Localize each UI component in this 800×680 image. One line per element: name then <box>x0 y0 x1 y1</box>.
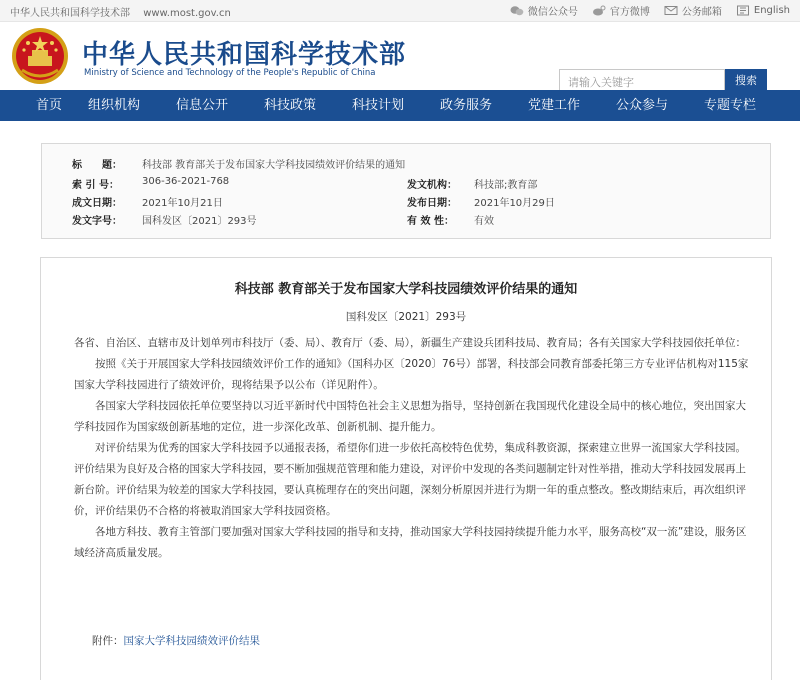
meta-validity-value: 有效 <box>474 216 494 227</box>
weibo-label: 官方微博 <box>609 7 650 18</box>
meta-published-value: 2021年10月29日 <box>474 198 555 209</box>
wechat-icon <box>510 5 524 16</box>
attachment-link[interactable]: 国家大学科技园绩效评价结果 <box>123 635 260 647</box>
mail-link[interactable] <box>664 3 722 18</box>
meta-validity-label: 有 效 性： <box>407 216 454 227</box>
nav-home[interactable]: 首页 <box>36 98 63 113</box>
national-emblem-icon[interactable] <box>10 26 70 86</box>
nav-party-building[interactable]: 党建工作 <box>527 98 580 113</box>
article-paragraph: 各省、自治区、直辖市及计划单列市科技厅（委、局）、教育厅（委、局），新疆生产建设兵团科技局、教育局；各有关国家大学科技园依托单位： <box>74 337 746 349</box>
main-nav <box>0 90 800 121</box>
meta-index-value: 306-36-2021-768 <box>142 176 230 187</box>
nav-info-disclosure[interactable]: 信息公开 <box>175 98 228 113</box>
wechat-link[interactable] <box>510 3 578 18</box>
meta-row-docno <box>72 212 762 226</box>
meta-docno-value: 国科发区〔2021〕293号 <box>142 216 257 227</box>
top-site-name: 中华人民共和国科学技术部 <box>10 8 130 19</box>
article-docno: 国科发区〔2021〕293号 <box>345 311 467 323</box>
site-header <box>0 22 800 90</box>
search-input[interactable]: 请输入关键字 <box>559 69 725 93</box>
search-button[interactable]: 搜索 <box>725 69 767 93</box>
attachment-label: 附件： <box>92 635 124 647</box>
mail-label: 公务邮箱 <box>681 7 722 18</box>
article-paragraph: 按照《关于开展国家大学科技园绩效评价工作的通知》（国科办区〔2020〕76号）部署，科技部会同教育部委托第三方专业评估机构对115家国家大学科技园进行了绩效评价，现将结果予以公布（详见附件）。 <box>74 358 749 391</box>
english-icon <box>736 5 750 16</box>
article-title: 科技部 教育部关于发布国家大学科技园绩效评价结果的通知 <box>234 282 578 297</box>
meta-issuer-label: 发文机构： <box>407 180 457 191</box>
article-paragraph: 对评价结果为优秀的国家大学科技园予以通报表扬，希望你们进一步依托高校特色优势，集成科教资源，探索建立世界一流国家大学科技园。评价结果为良好及合格的国家大学科技园，要不断加强规范管理和能力建设，对评价中发现的各类问题制定针对性举措，推动大学科技园发展再上新台阶。评价结果为较差的国家大学科技园，要认真梳理存在的突出问题，深刻分析原因并进行为期一年的重点整改。整改期结束后，再次组织评价，评价结果仍不合格的将被取消国家大学科技园资格。 <box>74 442 746 517</box>
meta-docno-label: 发文字号： <box>72 216 122 227</box>
meta-index-label: 索 引 号： <box>72 180 119 191</box>
article-paragraph: 各地方科技、教育主管部门要加强对国家大学科技园的指导和支持，推动国家大学科技园持续提升能力水平，服务高校“双一流”建设，服务区域经济高质量发展。 <box>74 526 747 559</box>
nav-policy[interactable]: 科技政策 <box>263 98 316 113</box>
attachment <box>92 633 260 648</box>
meta-created-label: 成文日期： <box>72 198 122 209</box>
site-subtitle: Ministry of Science and Technology of the People's Republic of China <box>84 68 376 78</box>
weibo-link[interactable] <box>592 3 650 18</box>
english-label: English <box>753 5 790 16</box>
weibo-icon <box>592 5 606 16</box>
wechat-label: 微信公众号 <box>527 7 578 18</box>
nav-public-participation[interactable]: 公众参与 <box>615 98 668 113</box>
top-site-url: www.most.gov.cn <box>143 8 231 19</box>
meta-created-value: 2021年10月21日 <box>142 198 223 209</box>
meta-row-dates <box>72 194 762 208</box>
meta-row-index <box>72 176 762 190</box>
english-link[interactable] <box>736 5 790 16</box>
meta-row-title <box>72 156 762 170</box>
article-body <box>40 257 772 680</box>
nav-services[interactable]: 政务服务 <box>439 98 492 113</box>
nav-special-topics[interactable]: 专题专栏 <box>703 98 756 113</box>
article-text <box>74 333 750 564</box>
top-bar <box>0 0 800 22</box>
meta-issuer-value: 科技部;教育部 <box>474 180 538 191</box>
meta-published-label: 发布日期： <box>407 198 457 209</box>
site-title[interactable]: 中华人民共和国科学技术部 <box>82 40 407 70</box>
meta-title-value: 科技部 教育部关于发布国家大学科技园绩效评价结果的通知 <box>142 160 406 171</box>
nav-organization[interactable]: 组织机构 <box>87 98 140 113</box>
article-paragraph: 各国家大学科技园依托单位要坚持以习近平新时代中国特色社会主义思想为指导，坚持创新在我国现代化建设全局中的核心地位，突出国家大学科技园作为国家级创新基地的定位，进一步深化改革、创新机制、提升能力。 <box>74 400 746 433</box>
meta-title-label: 标 题： <box>72 160 122 171</box>
document-metadata <box>41 143 771 239</box>
mail-icon <box>664 5 678 16</box>
nav-programs[interactable]: 科技计划 <box>351 98 404 113</box>
